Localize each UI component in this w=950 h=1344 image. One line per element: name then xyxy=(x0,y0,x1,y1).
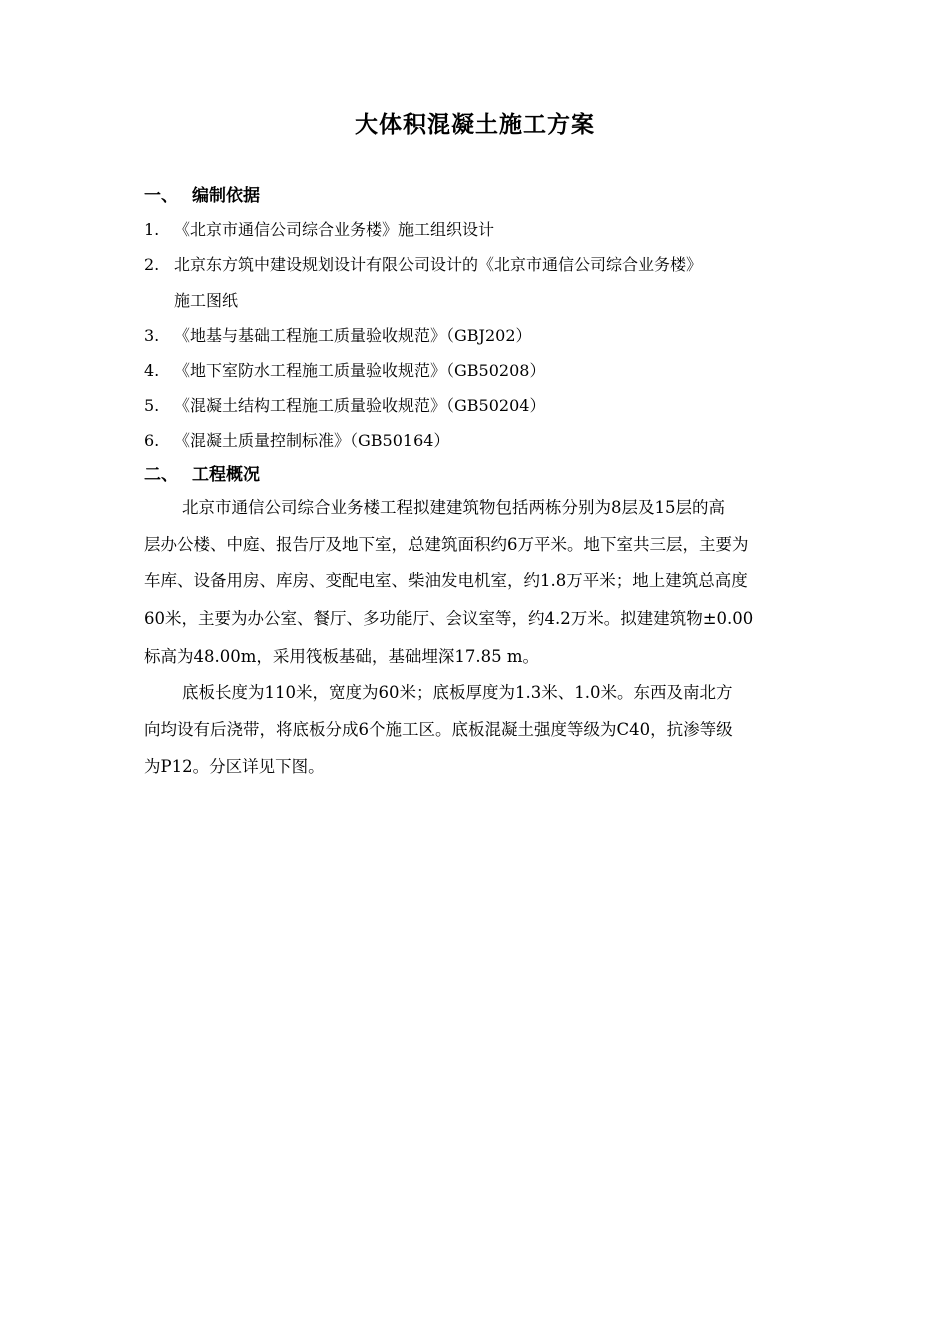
list-item-text: 北京东方筑中建设规划设计有限公司设计的《北京市通信公司综合业务楼》 xyxy=(174,255,703,274)
section-number: 二、 xyxy=(144,465,178,485)
paragraph-line: 车库、设备用房、库房、变配电室、柴油发电机室，约1.8万平米；地上建筑总高度 xyxy=(144,571,748,590)
list-item-text: 《地基与基础工程施工质量验收规范》（GBJ202） xyxy=(174,326,532,345)
section-title: 编制依据 xyxy=(192,186,260,206)
paragraph-line: 层办公楼、中庭、报告厅及地下室，总建筑面积约6万平米。地下室共三层，主要为 xyxy=(144,535,749,554)
list-item-number: 1. xyxy=(144,220,160,239)
list-item-number: 2. xyxy=(144,255,160,274)
list-item-text: 《北京市通信公司综合业务楼》施工组织设计 xyxy=(174,220,495,239)
list-item-continuation: 施工图纸 xyxy=(174,291,239,310)
section-number: 一、 xyxy=(144,186,178,206)
list-item xyxy=(144,429,449,453)
list-item xyxy=(144,253,702,277)
section-title: 工程概况 xyxy=(192,465,260,485)
list-item xyxy=(144,394,545,418)
list-item-text: 《混凝土结构工程施工质量验收规范》（GB50204） xyxy=(174,396,546,415)
paragraph-line: 底板长度为110米，宽度为60米；底板厚度为1.3米、1.0米。东西及南北方 xyxy=(182,683,733,702)
paragraph-line: 为P12。分区详见下图。 xyxy=(144,757,325,776)
paragraph-line: 向均设有后浇带，将底板分成6个施工区。底板混凝土强度等级为C40，抗渗等级 xyxy=(144,720,733,739)
section-heading-overview xyxy=(144,463,260,487)
list-item-text: 《地下室防水工程施工质量验收规范》（GB50208） xyxy=(174,361,546,380)
list-item-number: 3. xyxy=(144,326,160,345)
list-item-number: 6. xyxy=(144,431,160,450)
list-item xyxy=(144,359,545,383)
list-item-number: 5. xyxy=(144,396,160,415)
document-title: 大体积混凝土施工方案 xyxy=(355,112,595,138)
list-item xyxy=(144,324,532,348)
section-heading-basis xyxy=(144,184,260,208)
paragraph-line: 60米，主要为办公室、餐厅、多功能厅、会议室等，约4.2万米。拟建建筑物±0.00 xyxy=(144,609,754,628)
list-item-text: 《混凝土质量控制标准》（GB50164） xyxy=(174,431,450,450)
paragraph-line: 北京市通信公司综合业务楼工程拟建建筑物包括两栋分别为8层及15层的高 xyxy=(182,498,725,517)
paragraph-line: 标高为48.00m，采用筏板基础，基础埋深17.85 m。 xyxy=(144,647,540,666)
list-item xyxy=(144,218,494,242)
list-item-number: 4. xyxy=(144,361,160,380)
